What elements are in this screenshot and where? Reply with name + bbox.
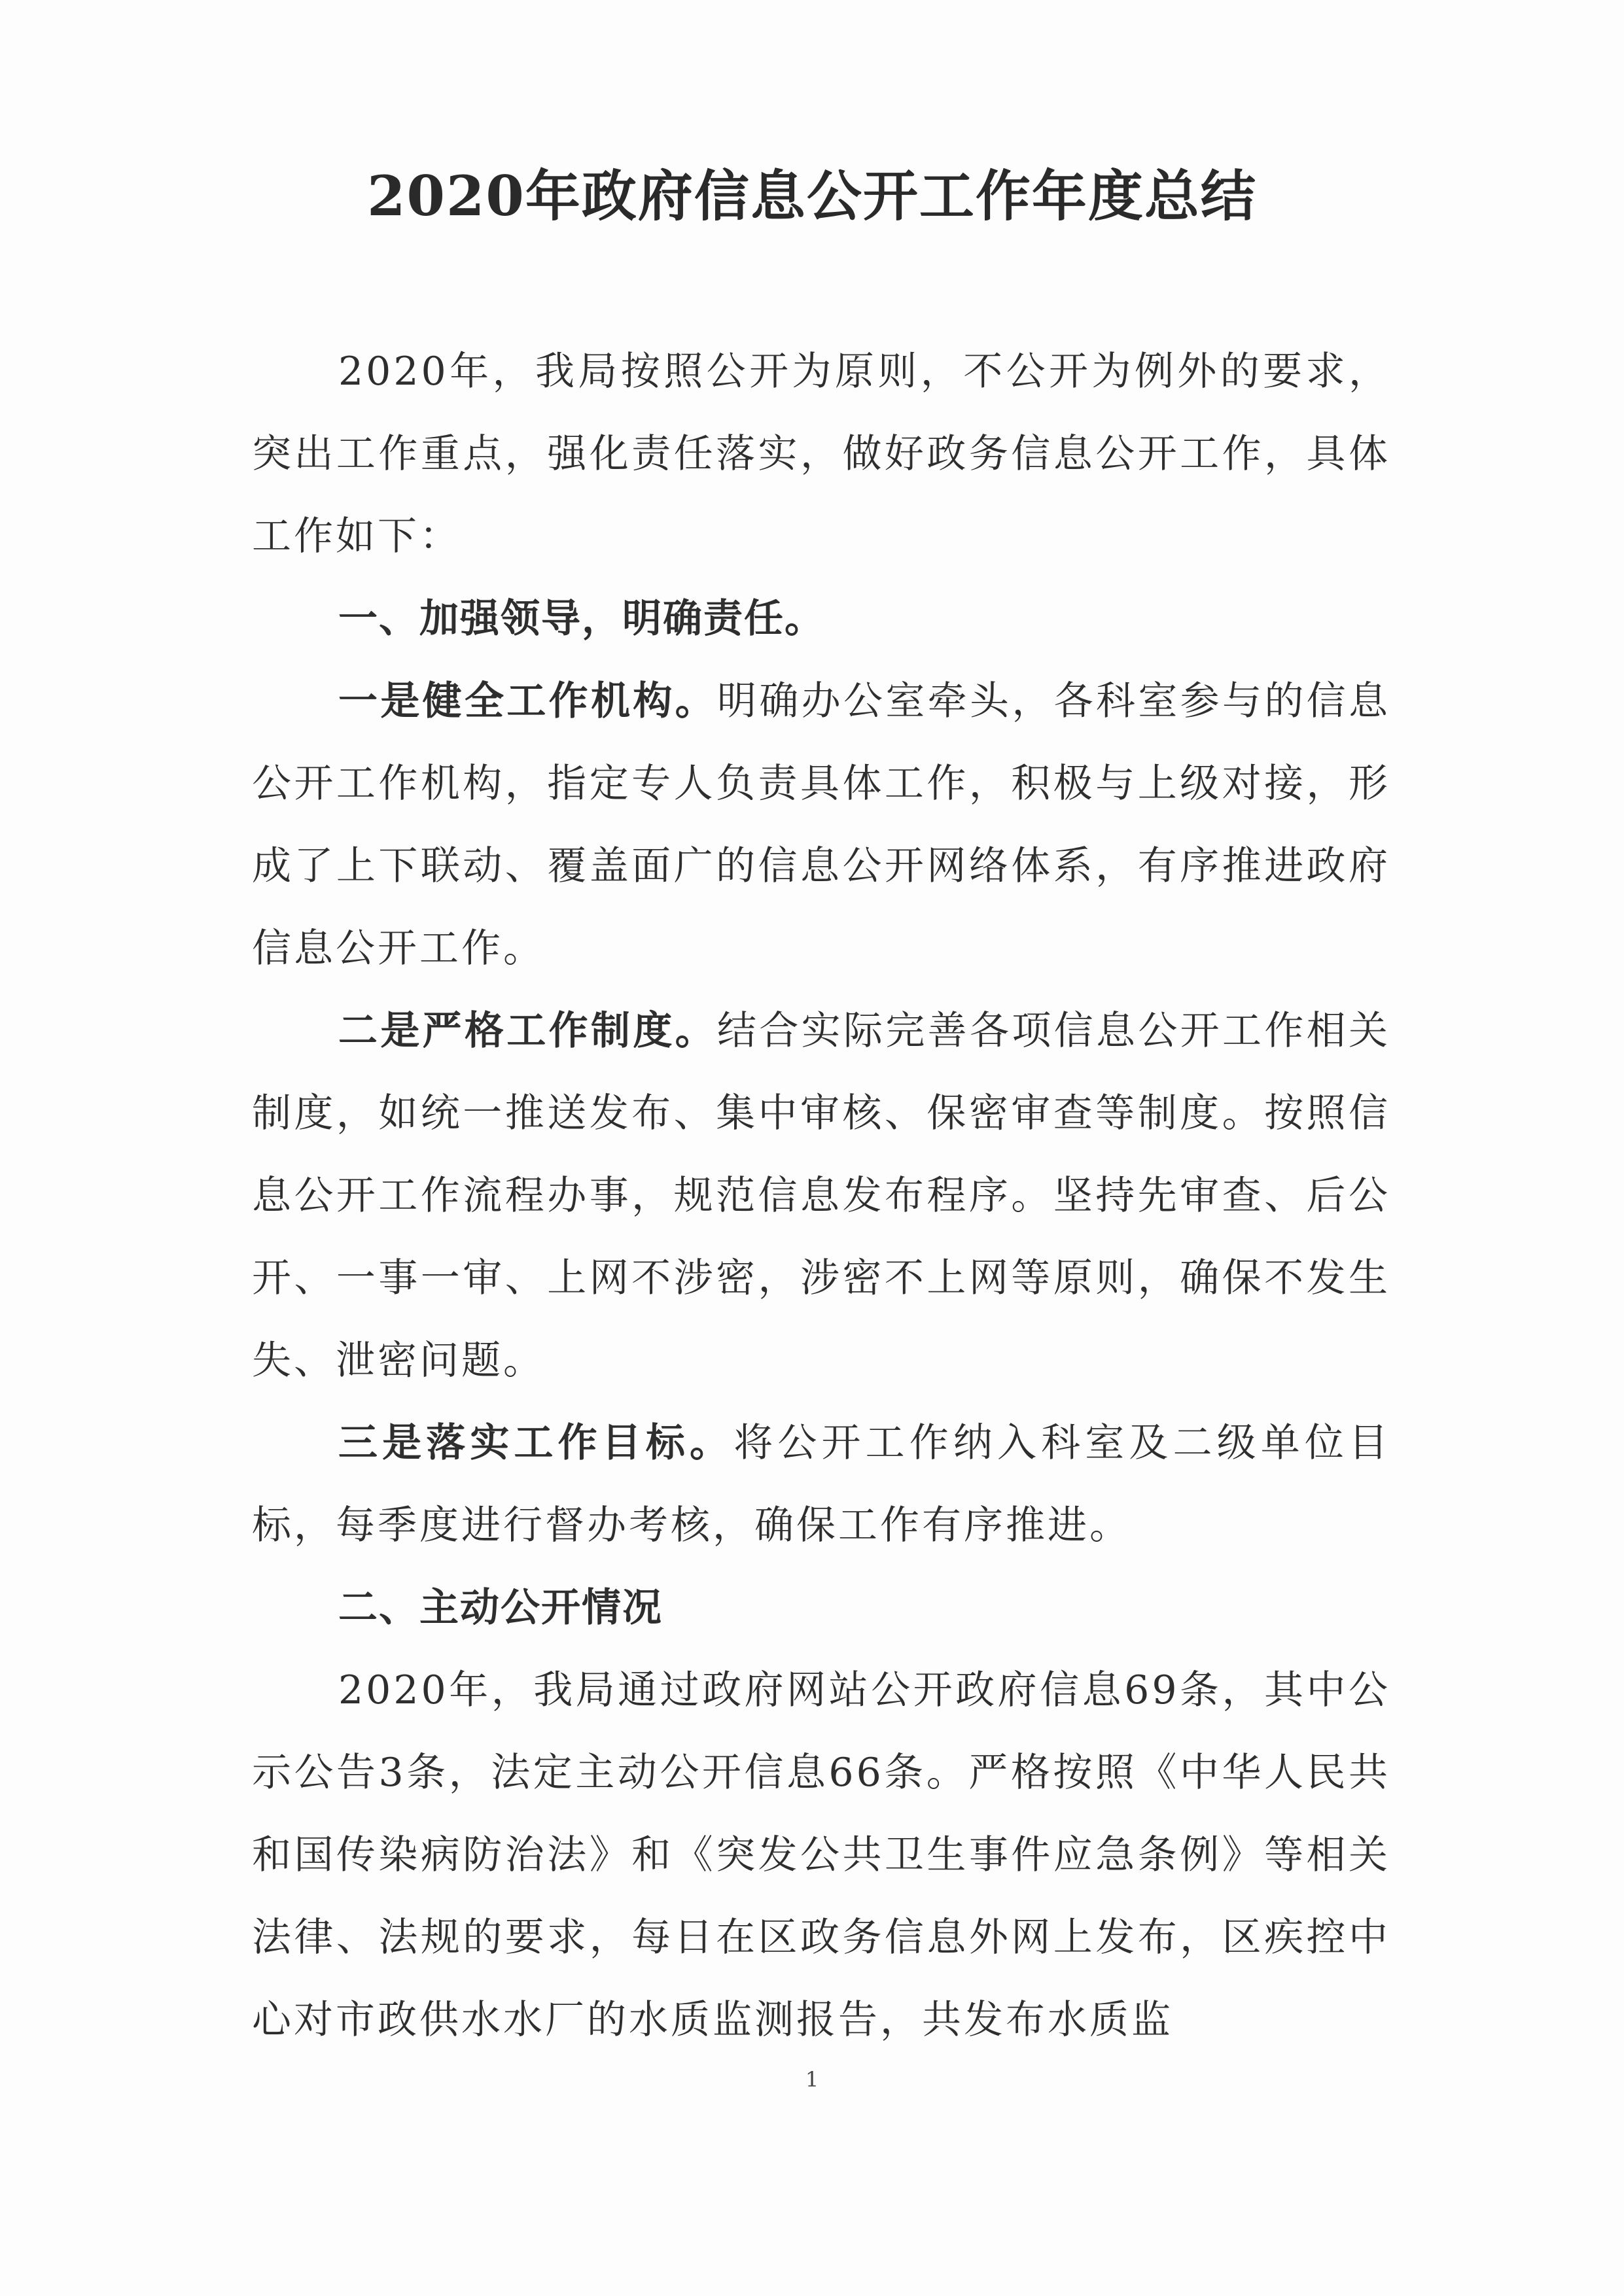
page-number: 1 <box>805 2067 819 2092</box>
section-1-paragraph-3-lead: 三是落实工作目标。 <box>338 1420 734 1466</box>
document-body <box>252 330 1390 2061</box>
section-2-heading: 二、主动公开情况 <box>338 1585 663 1631</box>
section-1-heading: 一、加强领导，明确责任。 <box>338 596 825 642</box>
section-1-paragraph-2 <box>252 990 1390 1402</box>
intro-paragraph: 2020年，我局按照公开为原则，不公开为例外的要求，突出工作重点，强化责任落实，做好政务信息公开工作，具体工作如下： <box>252 349 1390 559</box>
section-1-paragraph-1-text: 明确办公室牵头，各科室参与的信息公开工作机构，指定专人负责具体工作，积极与上级对接，形成了上下联动、覆盖面广的信息公开网络体系，有序推进政府信息公开工作。 <box>252 678 1390 971</box>
section-1-paragraph-2-lead: 二是严格工作制度。 <box>338 1008 717 1054</box>
document-title: 2020年政府信息公开工作年度总结 <box>367 164 1257 228</box>
section-1-paragraph-1 <box>252 660 1390 990</box>
section-2-paragraph-1: 2020年，我局通过政府网站公开政府信息69条，其中公示公告3条，法定主动公开信息66条。严格按照《中华人民共和国传染病防治法》和《突发公共卫生事件应急条例》等相关法律、法规的要求，每日在区政务信息外网上发布，区疾控中心对市政供水水厂的水质监测报告，共发布水质监 <box>252 1667 1390 2043</box>
section-1-paragraph-2-text: 结合实际完善各项信息公开工作相关制度，如统一推送发布、集中审核、保密审查等制度。按照信息公开工作流程办事，规范信息发布程序。坚持先审查、后公开、一事一审、上网不涉密，涉密不上网等原则，确保不发生失、泄密问题。 <box>252 1008 1390 1383</box>
section-1-paragraph-3-text: 将公开工作纳入科室及二级单位目标，每季度进行督办考核，确保工作有序推进。 <box>252 1420 1391 1548</box>
section-1-paragraph-3 <box>252 1402 1390 1567</box>
section-1-paragraph-1-lead: 一是健全工作机构。 <box>338 678 717 724</box>
